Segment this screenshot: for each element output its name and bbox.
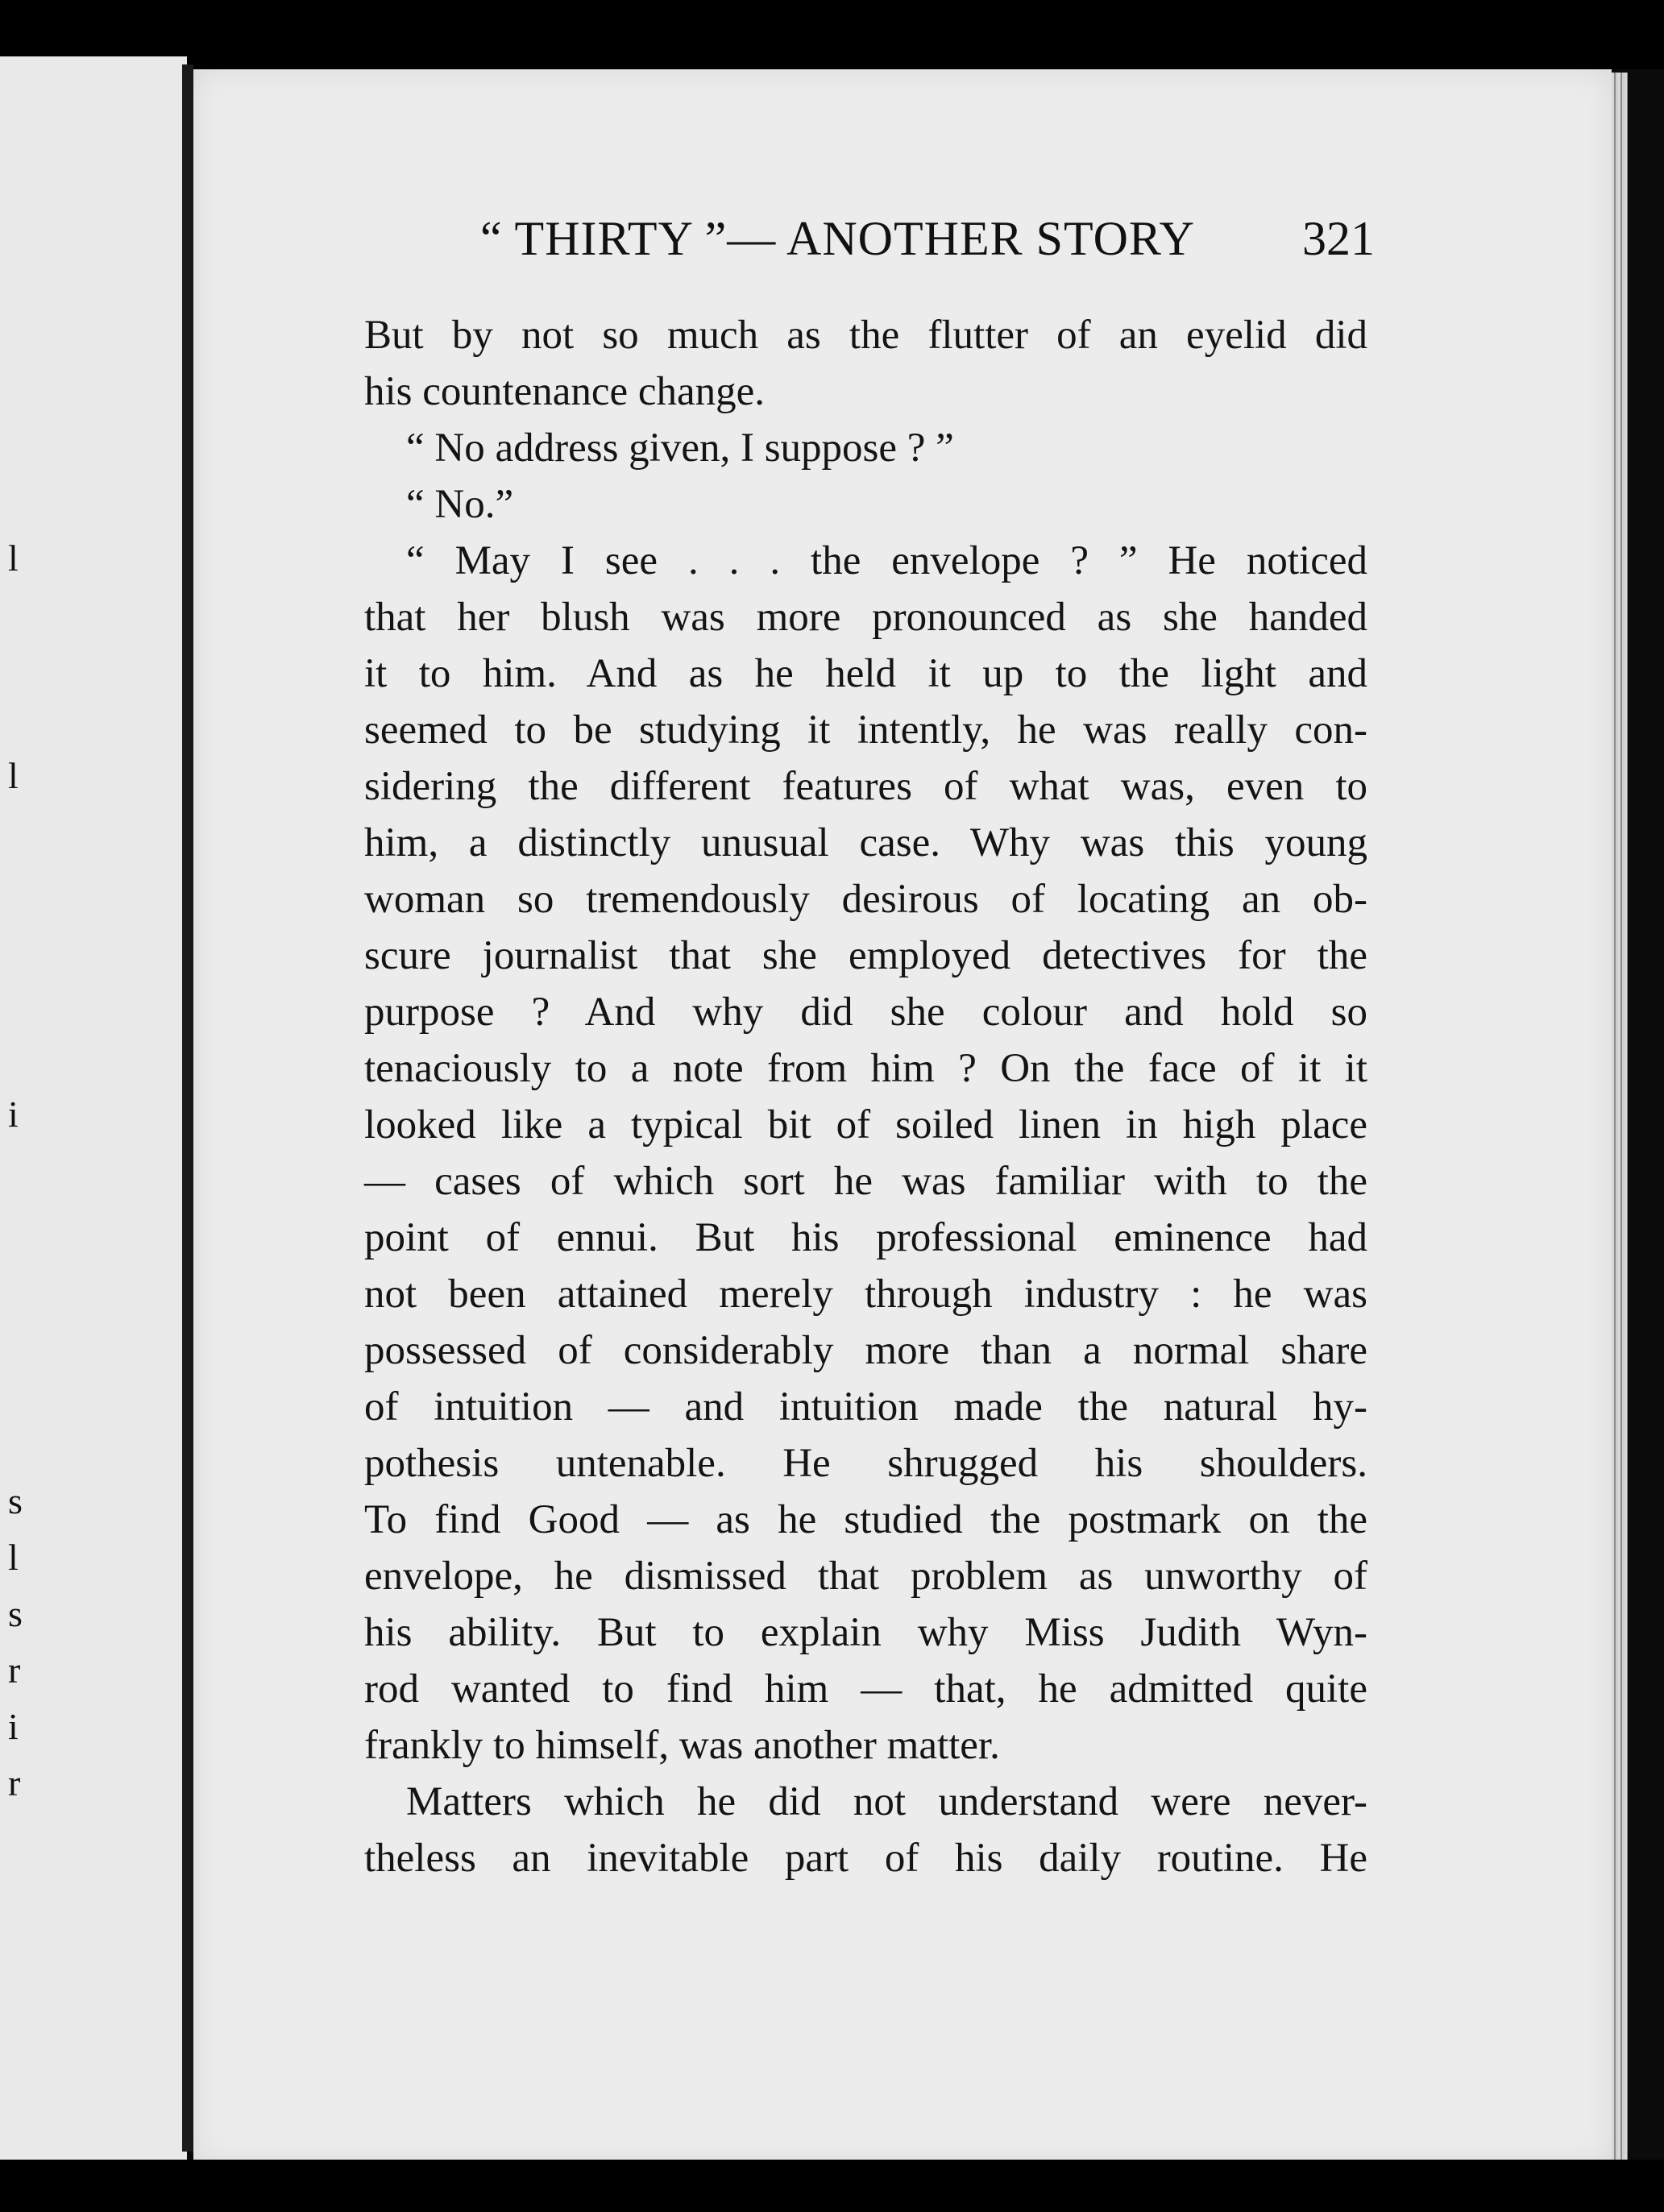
- scan-top-border: [0, 0, 1664, 69]
- fragment-mark: s: [8, 1593, 23, 1634]
- page-number: 321: [1302, 212, 1375, 265]
- text-line: it to him. And as he held it up to the light and: [364, 651, 1367, 696]
- fragment-mark: l: [8, 537, 19, 579]
- page-stack-edge: [1612, 73, 1628, 2160]
- text-line: But by not so much as the flutter of an eyelid did: [364, 313, 1367, 358]
- text-line: “ May I see . . . the envelope ? ” He noticed: [406, 538, 1367, 583]
- text-line: — cases of which sort he was familiar with to the: [364, 1159, 1367, 1204]
- text-line: frankly to himself, was another matter.: [364, 1723, 1000, 1768]
- text-line: that her blush was more pronounced as she handed: [364, 595, 1367, 640]
- text-line: purpose ? And why did she colour and hold so: [364, 990, 1367, 1035]
- text-line: of intuition — and intuition made the natural hy-: [364, 1384, 1367, 1430]
- scan-bottom-border: [0, 2160, 1664, 2212]
- running-header: [480, 211, 1375, 267]
- fragment-mark: i: [8, 1706, 19, 1747]
- text-line: his countenance change.: [364, 369, 766, 414]
- text-line: theless an inevitable part of his daily routine. He: [364, 1836, 1367, 1881]
- text-line: “ No.”: [406, 482, 514, 527]
- text-line: seemed to be studying it intently, he was really con-: [364, 708, 1367, 753]
- text-line: his ability. But to explain why Miss Judith Wyn-: [364, 1610, 1367, 1655]
- fragment-mark: l: [8, 1537, 19, 1578]
- text-line: envelope, he dismissed that problem as unworthy of: [364, 1554, 1367, 1599]
- text-line: woman so tremendously desirous of locating an ob-: [364, 877, 1367, 922]
- text-line: “ No address given, I suppose ? ”: [406, 425, 954, 471]
- text-line: Matters which he did not understand were never-: [406, 1779, 1367, 1824]
- text-line: rod wanted to find him — that, he admitted quite: [364, 1666, 1367, 1712]
- fragment-mark: i: [8, 1094, 19, 1135]
- text-line: possessed of considerably more than a normal share: [364, 1328, 1367, 1373]
- text-line: him, a distinctly unusual case. Why was this young: [364, 820, 1367, 865]
- text-line: pothesis untenable. He shrugged his shoulders.: [364, 1441, 1367, 1486]
- text-line: tenaciously to a note from him ? On the face of it it: [364, 1046, 1367, 1091]
- text-line: not been attained merely through industry : he was: [364, 1272, 1367, 1317]
- page-body-text: [364, 307, 1367, 1886]
- text-line: point of ennui. But his professional eminence had: [364, 1215, 1367, 1260]
- text-line: scure journalist that she employed detectives for the: [364, 933, 1367, 978]
- text-line: sidering the different features of what was, even to: [364, 764, 1367, 809]
- text-line: To find Good — as he studied the postmark on the: [364, 1497, 1367, 1542]
- text-line: looked like a typical bit of soiled linen in high place: [364, 1102, 1367, 1148]
- fragment-mark: r: [8, 1650, 21, 1691]
- book-gutter: [182, 64, 193, 2152]
- fragment-mark: s: [8, 1480, 23, 1521]
- fragment-mark: r: [8, 1762, 21, 1803]
- facing-page-text-fragments: [0, 0, 32, 2212]
- running-title: “ THIRTY ”— ANOTHER STORY: [480, 212, 1195, 265]
- fragment-mark: l: [8, 755, 19, 796]
